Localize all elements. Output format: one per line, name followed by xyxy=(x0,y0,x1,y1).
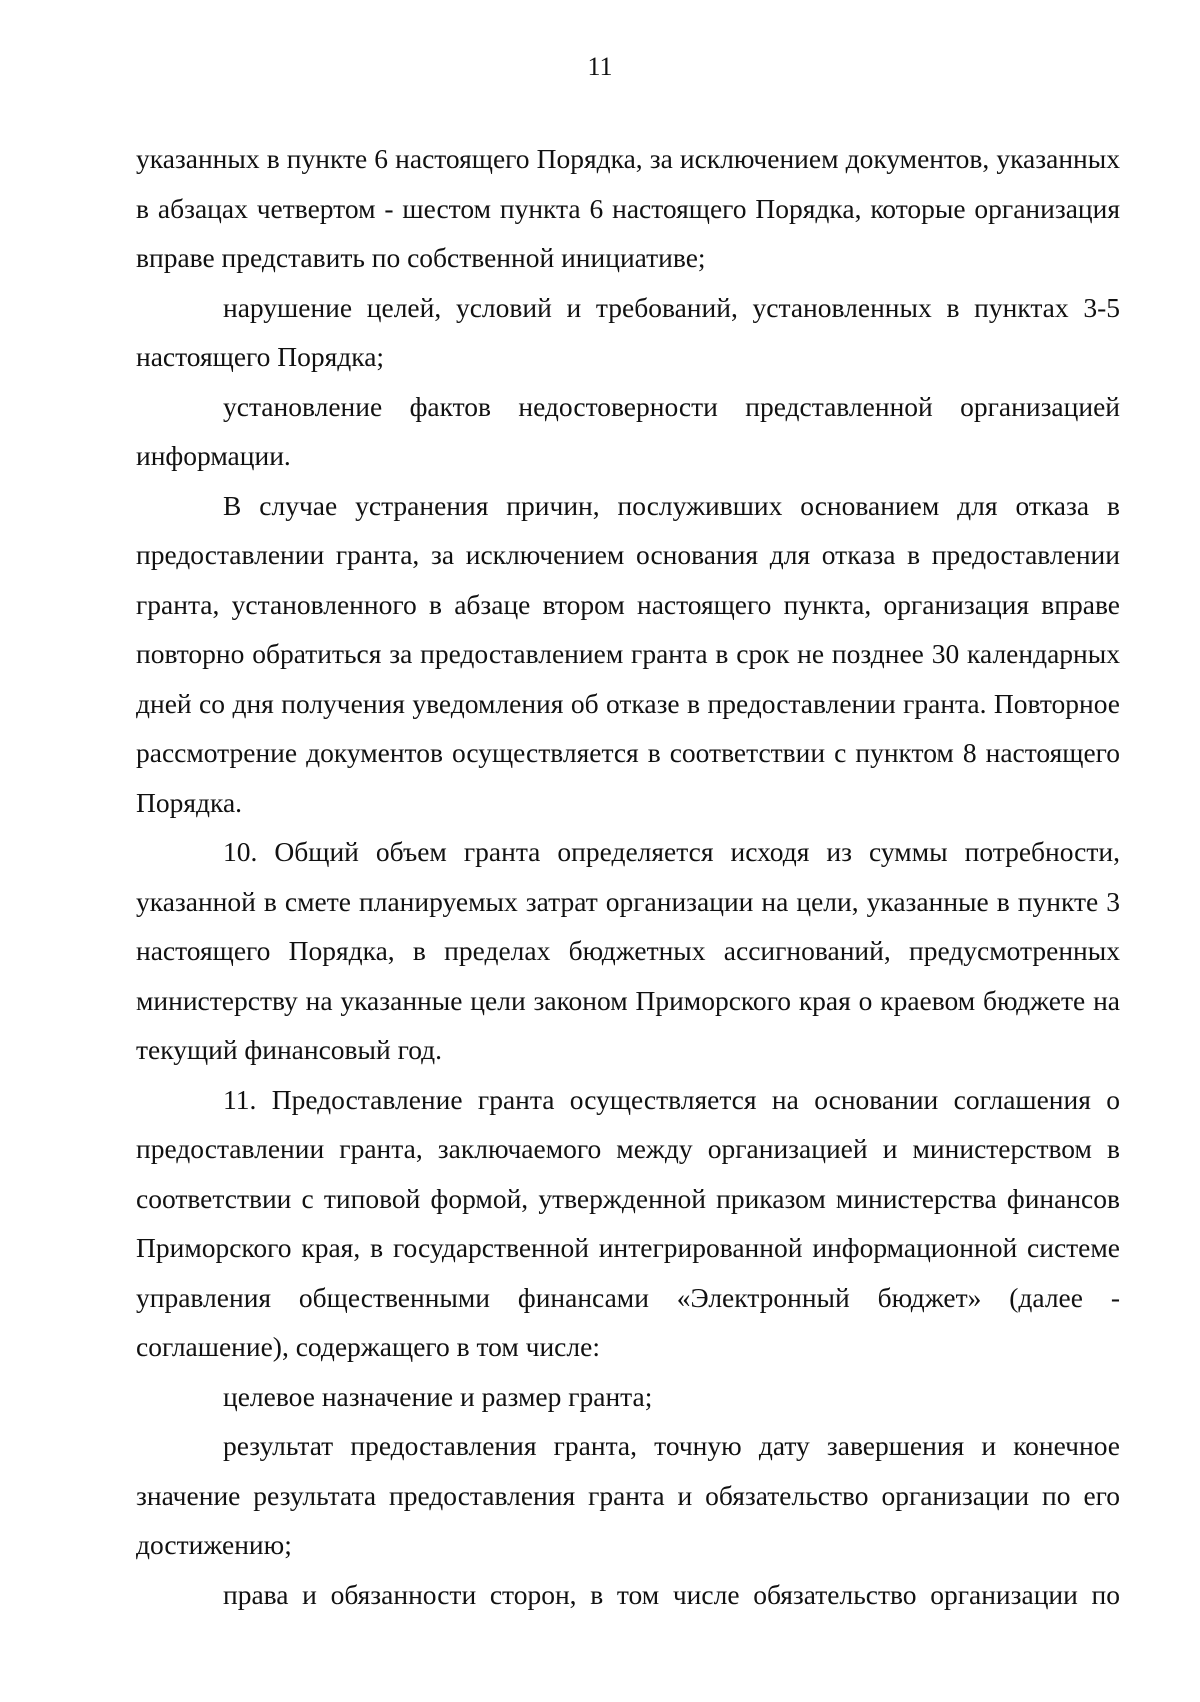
paragraph-item-10-grant-volume: 10. Общий объем гранта определяется исходя из суммы потребности, указанной в смете планируемых затрат организации на цели, указанные в пункте 3 настоящего Порядка, в пределах бюджетных ассигнований, предусмотренных министерству на указанные цели законом Приморского края о краевом бюджете на текущий финансовый год. xyxy=(136,836,1120,1065)
paragraph-repeat-application: В случае устранения причин, послуживших основанием для отказа в предоставлении гранта, за исключением основания для отказа в предоставлении гранта, установленного в абзаце втором настоящего пункта, организация вправе повторно обратиться за предоставлением гранта в срок не позднее 30 календарных дней со дня получения уведомления об отказе в предоставлении гранта. Повторное рассмотрение документов осуществляется в соответствии с пунктом 8 настоящего Порядка. xyxy=(136,489,1120,818)
paragraph-violation-of-goals: нарушение целей, условий и требований, установленных в пунктах 3-5 настоящего Порядка; xyxy=(136,291,1120,372)
paragraph-unreliable-information: установление фактов недостоверности представленной организацией информации. xyxy=(136,390,1120,471)
paragraph-rights-and-obligations: права и обязанности сторон, в том числе обязательство организации по xyxy=(223,1578,1120,1610)
paragraph-grant-result: результат предоставления гранта, точную дату завершения и конечное значение результата предоставления гранта и обязательство организации по его достижению; xyxy=(136,1430,1120,1560)
paragraph-continuation-documents: указанных в пункте 6 настоящего Порядка, за исключением документов, указанных в абзацах четвертом - шестом пункта 6 настоящего Порядка, которые организация вправе представить по собственной инициативе; xyxy=(136,143,1120,273)
page-number: 11 xyxy=(587,52,613,81)
paragraph-item-11-agreement: 11. Предоставление гранта осуществляется на основании соглашения о предоставлении гранта, заключаемого между организацией и министерством в соответствии с типовой формой, утвержденной приказом министерства финансов Приморского края, в государственной интегрированной информационной системе управления общественными финансами «Электронный бюджет» (далее - соглашение), содержащего в том числе: xyxy=(136,1083,1120,1362)
paragraph-purpose-and-size: целевое назначение и размер гранта; xyxy=(223,1380,653,1412)
document-body xyxy=(136,134,1120,1619)
